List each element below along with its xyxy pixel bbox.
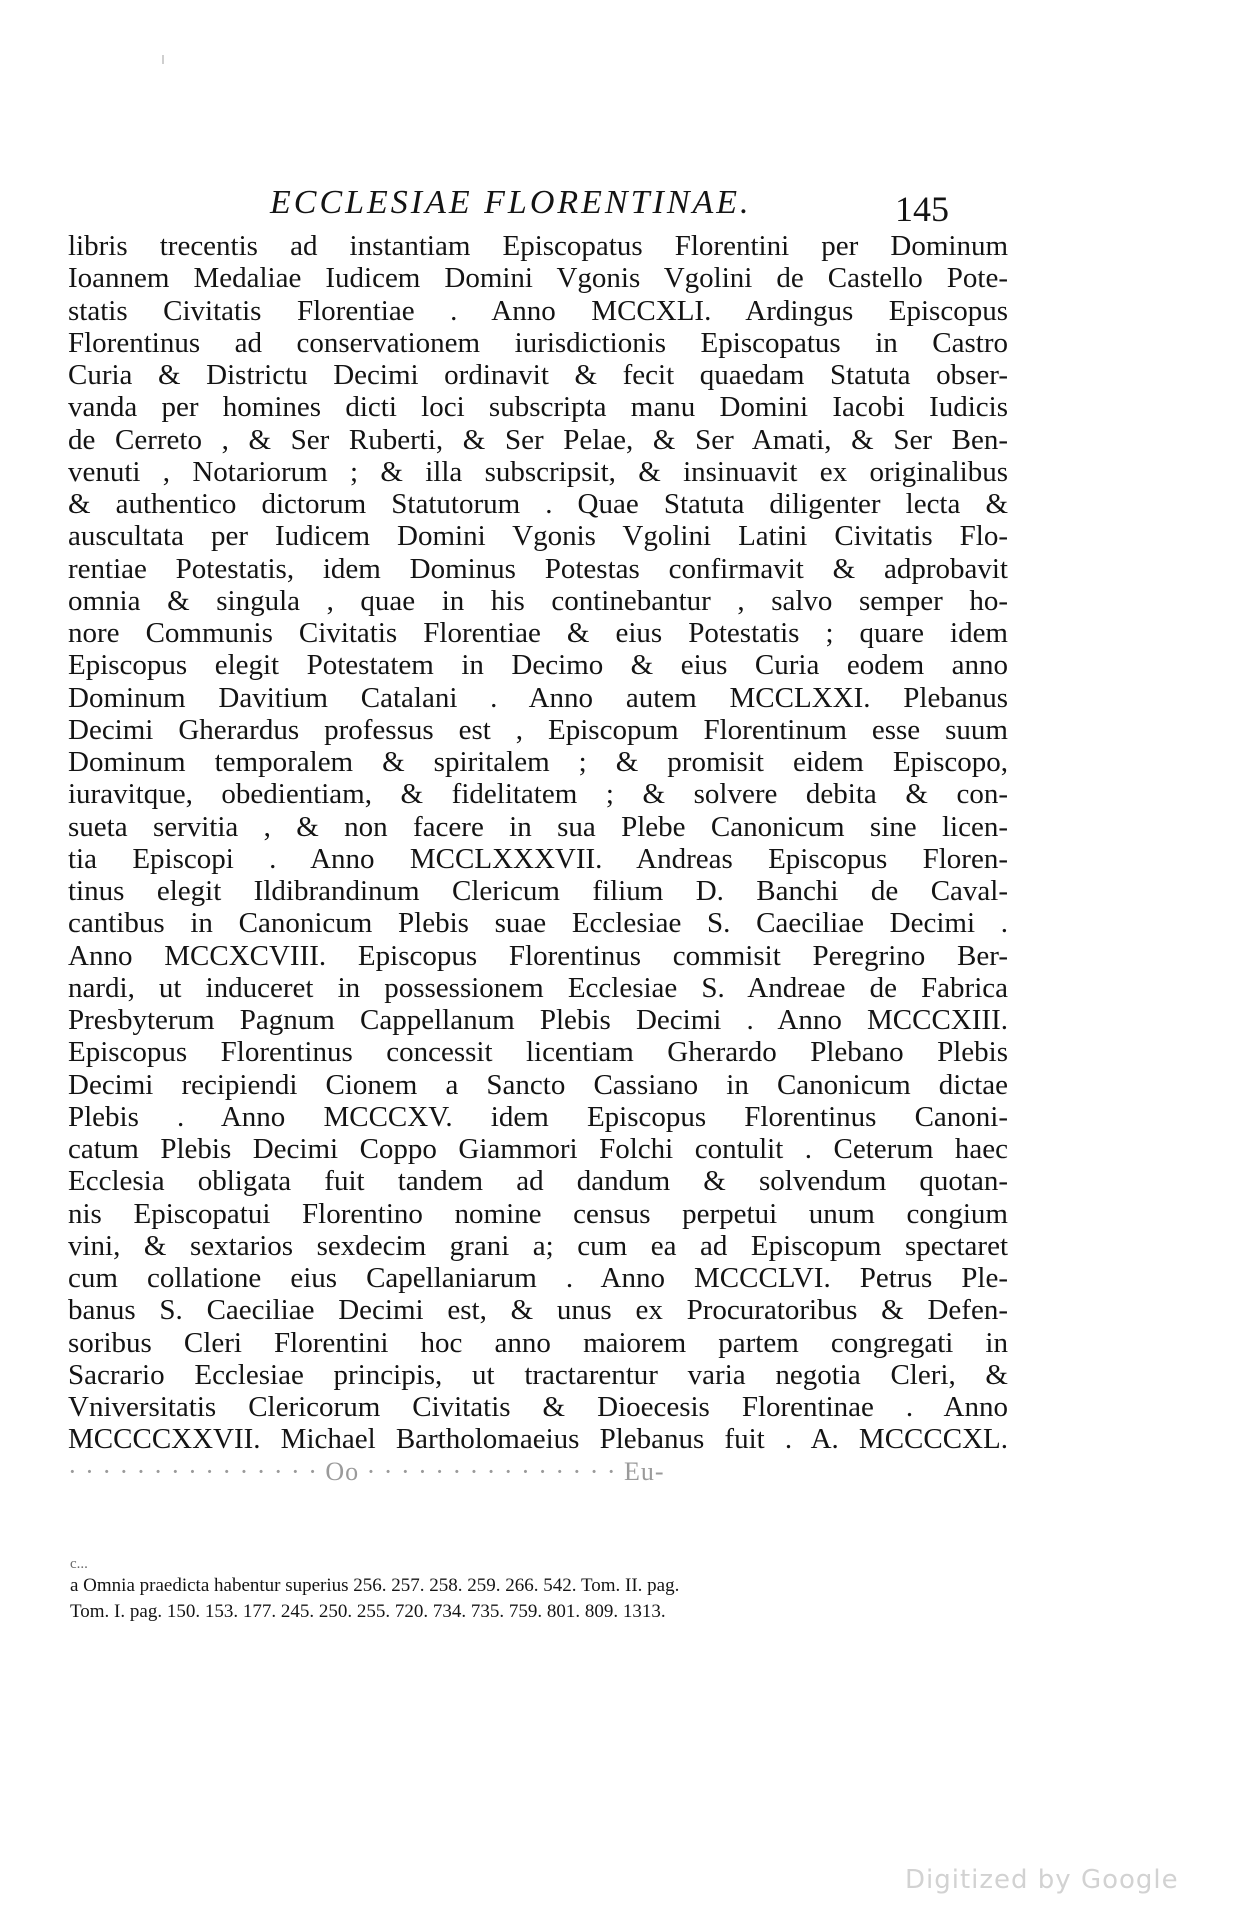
text-line: Decimi recipiendi Cionem a Sancto Cassiano in Canonicum dictae [68,1068,1008,1101]
text-line: Episcopus elegit Potestatem in Decimo & eius Curia eodem anno [68,649,1008,682]
text-line: venuti , Notariorum ; & illa subscripsit, & insinuavit ex originalibus [68,455,1008,488]
text-line: libris trecentis ad instantiam Episcopatus Florentini per Dominum [68,230,1008,262]
text-line: banus S. Caeciliae Decimi est, & unus ex Procuratoribus & Defen- [68,1294,1008,1327]
text-line: auscultata per Iudicem Domini Vgonis Vgolini Latini Civitatis Flo- [68,520,1008,553]
text-line: nore Communis Civitatis Florentiae & eius Potestatis ; quare idem [68,617,1008,649]
text-line: Dominum temporalem & spiritalem ; & promisit eidem Episcopo, [68,746,1008,778]
text-line: Curia & Districtu Decimi ordinavit & fecit quaedam Statuta obser- [68,359,1008,391]
text-line: iuravitque, obedientiam, & fidelitatem ; & solvere debita & con- [68,778,1008,811]
text-line: Presbyterum Pagnum Cappellanum Plebis Decimi . Anno MCCCXIII. [68,1004,1008,1036]
text-line: nardi, ut induceret in possessionem Ecclesiae S. Andreae de Fabrica [68,971,1008,1004]
stray-ink-mark [162,55,164,64]
page-header [0,178,1252,228]
page-number: 145 [895,189,949,229]
text-line: tia Episcopi . Anno MCCLXXXVII. Andreas Episcopus Floren- [68,842,1008,875]
text-line: & authentico dictorum Statutorum . Quae Statuta diligenter lecta & [68,488,1008,520]
footnote-line: Tom. I. pag. 150. 153. 177. 245. 250. 255. 720. 734. 735. 759. 801. 809. 1313. [70,1601,666,1622]
text-line: Ecclesia obligata fuit tandem ad dandum & solvendum quotan- [68,1165,1008,1198]
text-line: catum Plebis Decimi Coppo Giammori Folchi contulit . Ceterum haec [68,1133,1008,1165]
text-line: cantibus in Canonicum Plebis suae Ecclesiae S. Caeciliae Decimi . [68,907,1008,940]
text-line: Decimi Gherardus professus est , Episcopum Florentinum esse suum [68,713,1008,746]
footnotes [70,1555,1010,1625]
digitization-watermark: Digitized by Google [905,1865,1179,1895]
text-line: omnia & singula , quae in his continebantur , salvo semper ho- [68,584,1008,617]
text-line: Episcopus Florentinus concessit licentiam Gherardo Plebano Plebis [68,1036,1008,1069]
text-line: Sacrario Ecclesiae principis, ut tractarentur varia negotia Cleri, & [68,1358,1008,1391]
text-line: Florentinus ad conservationem iurisdictionis Episcopatus in Castro [68,326,1008,359]
text-line: Anno MCCXCVIII. Episcopus Florentinus commisit Peregrino Ber- [68,939,1008,972]
text-line: vini, & sextarios sexdecim grani a; cum ea ad Episcopum spectaret [68,1229,1008,1262]
text-line: MCCCCXXVII. Michael Bartholomaeius Plebanus fuit . A. MCCCCXL. [68,1423,1008,1456]
text-line: Plebis . Anno MCCCXV. idem Episcopus Florentinus Canoni- [68,1100,1008,1133]
text-line: Vniversitatis Clericorum Civitatis & Dioecesis Florentinae . Anno [68,1391,1008,1423]
text-line: tinus elegit Ildibrandinum Clericum filium D. Banchi de Caval- [68,875,1008,907]
text-line: soribus Cleri Florentini hoc anno maiorem partem congregati in [68,1326,1008,1359]
running-title: ECCLESIAE FLORENTINAE. [270,184,752,221]
text-line: Dominum Davitium Catalani . Anno autem MCCLXXI. Plebanus [68,681,1008,714]
footnote-line: a Omnia praedicta habentur superius 256. 257. 258. 259. 266. 542. Tom. II. pag. [70,1575,680,1596]
text-line: cum collatione eius Capellaniarum . Anno MCCCLVI. Petrus Ple- [68,1262,1008,1294]
text-line: nis Episcopatui Florentino nomine census perpetui unum congium [68,1197,1008,1230]
text-line: vanda per homines dicti loci subscripta manu Domini Iacobi Iudicis [68,391,1008,424]
footnote-marker: c... [70,1556,88,1572]
text-line: Ioannem Medaliae Iudicem Domini Vgonis Vgolini de Castello Pote- [68,262,1008,295]
text-line: sueta servitia , & non facere in sua Plebe Canonicum sine licen- [68,810,1008,843]
text-line: de Cerreto , & Ser Ruberti, & Ser Pelae, & Ser Amati, & Ser Ben- [68,423,1008,456]
body-text [68,230,1008,1488]
text-line: rentiae Potestatis, idem Dominus Potestas confirmavit & adprobavit [68,552,1008,585]
text-line: statis Civitatis Florentiae . Anno MCCXLI. Ardingus Episcopus [68,294,1008,327]
faded-text-line: · · · · · · · · · · · · · · · Oo · · · · · · · · · · · · · · · Eu- [68,1456,665,1486]
